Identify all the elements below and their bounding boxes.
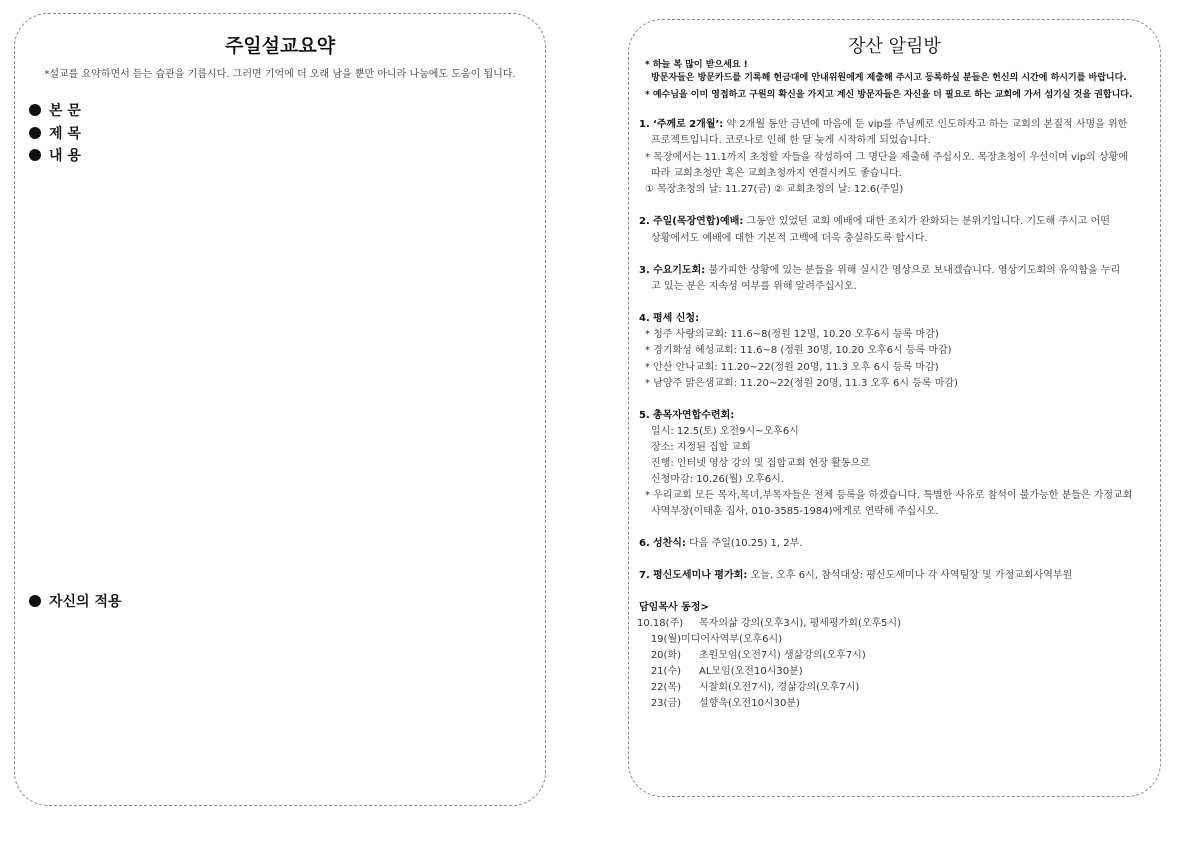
bullet-icon [29, 104, 41, 116]
bullet-icon [29, 127, 41, 139]
notice-line: 방문자들은 방문카드를 기록해 헌금대에 안내위원에게 제출해 주시고 등록하실 분들은 헌신의 시간에 하시기를 바랍니다. [651, 73, 1127, 83]
item-line: 신청마감: 10.26(월) 오후6시. [651, 474, 784, 485]
notice-line: * 예수님을 이미 영접하고 구원의 확신을 가지고 계신 방문자들은 자신을 더 필요로 하는 교회에 가서 섬기실 것을 권합니다. [645, 90, 1133, 100]
heading-application: 자신의 적용 [29, 591, 122, 611]
announcements-panel [628, 19, 1161, 797]
item-line: 진행: 인터넷 영상 강의 및 집합교회 현장 활동으로 [651, 458, 870, 469]
item-line: 일시: 12.5(토) 오전9시~오후6시 [651, 426, 799, 437]
notice-line: * 하늘 복 많이 받으세요 ! [645, 60, 748, 70]
item-line: 상황에서도 예배에 대한 기본적 고백에 더욱 충실하도록 합시다. [651, 233, 928, 244]
schedule-row: 10.18(주) 목자의삶 강의(오후3시), 평세평가회(오후5시) [637, 618, 902, 629]
announcement-item-1: 1. ‘주께로 2개월’: 약 2개월 동안 금년에 마음에 둔 vip를 주님께로 인도하자고 하는 교회의 본질적 사명을 위한 [639, 119, 1128, 130]
item-line: * 우리교회 모든 목자,목녀,부목자들은 전체 등록을 하겠습니다. 특별한 사유로 참석이 불가능한 분들은 가정교회 [645, 490, 1133, 501]
pastor-schedule-heading: 담임목사 동정> [639, 602, 709, 613]
schedule-row: 20(화) 초원모임(오전7시) 생삶강의(오후7시) [650, 650, 866, 661]
announcement-item-6: 6. 성찬식: 다음 주일(10.25) 1, 2부. [639, 538, 803, 549]
announcement-item-4: 4. 평세 신청: [639, 313, 700, 324]
bullet-icon [29, 149, 41, 161]
item-line: 고 있는 분은 지속성 여부를 위해 알려주십시오. [651, 281, 857, 292]
announcements-title: 장산 알림방 [848, 36, 941, 57]
schedule-row: 19(월)미디어사역부(오후6시) [650, 634, 783, 645]
item-line: * 청주 사랑의교회: 11.6~8(정원 12명, 10.20 오후6시 등록 마감) [645, 329, 939, 340]
item-line: * 경기화성 혜성교회: 11.6~8 (정원 30명, 10.20 오후6시 등록 마감) [645, 345, 952, 356]
schedule-row: 23(금) 설향욱(오전10시30분) [650, 698, 800, 709]
schedule-row: 22(목) 시찰회(오전7시), 경삶강의(오후7시) [650, 682, 860, 693]
item-line: * 목장에서는 11.1까지 초청할 자들을 작성하여 그 명단을 제출해 주십시오. 목장초청이 우선이며 vip의 상황에 [645, 152, 1128, 163]
heading-title: 제 목 [29, 123, 81, 143]
sermon-summary-note: *설교를 요약하면서 듣는 습관을 기릅시다. 그러면 기억에 더 오래 남을 뿐만 아니라 나눔에도 도움이 됩니다. [44, 69, 516, 80]
announcement-item-2: 2. 주일(목장연합)예배: 그동안 있었던 교회 예배에 대한 조치가 완화되는 분위기입니다. 기도해 주시고 어떤 [639, 216, 1110, 227]
item-line: 장소: 지정된 집합 교회 [651, 442, 751, 453]
item-line: ① 목장초청의 날: 11.27(금) ② 교회초청의 날: 12.6(주일) [645, 184, 904, 195]
schedule-row: 21(수) AL모임(오전10시30분) [650, 666, 803, 677]
item-line: 사역부장(이태훈 집사, 010-3585-1984)에게로 연락해 주십시오. [651, 506, 939, 517]
heading-scripture: 본 문 [29, 100, 81, 120]
item-line: * 남양주 맑은샘교회: 11.20~22(정원 20명, 11.3 오후 6시 등록 마감) [645, 378, 958, 389]
item-line: 따라 교회초청만 혹은 교회초청까지 연결시켜도 좋습니다. [651, 168, 902, 179]
item-line: 프로젝트입니다. 코로나로 인해 한 달 늦게 시작하게 되었습니다. [651, 135, 931, 146]
sermon-summary-panel [14, 13, 546, 806]
sermon-summary-title: 주일설교요약 [224, 35, 336, 57]
bullet-icon [29, 595, 41, 607]
announcement-item-7: 7. 평신도세미나 평가회: 오늘, 오후 6시, 참석대상: 평신도세미나 각 사역팀장 및 가정교회사역부원 [639, 570, 1073, 581]
announcement-item-5: 5. 총목자연합수련회: [639, 410, 735, 421]
heading-content: 내 용 [29, 145, 81, 165]
item-line: * 안산 안나교회: 11.20~22(정원 20명, 11.3 오후 6시 등록 마감) [645, 362, 939, 373]
announcement-item-3: 3. 수요기도회: 불가피한 상황에 있는 분들을 위해 실시간 영상으로 보내겠습니다. 영상기도회의 유익함을 누리 [639, 265, 1121, 276]
